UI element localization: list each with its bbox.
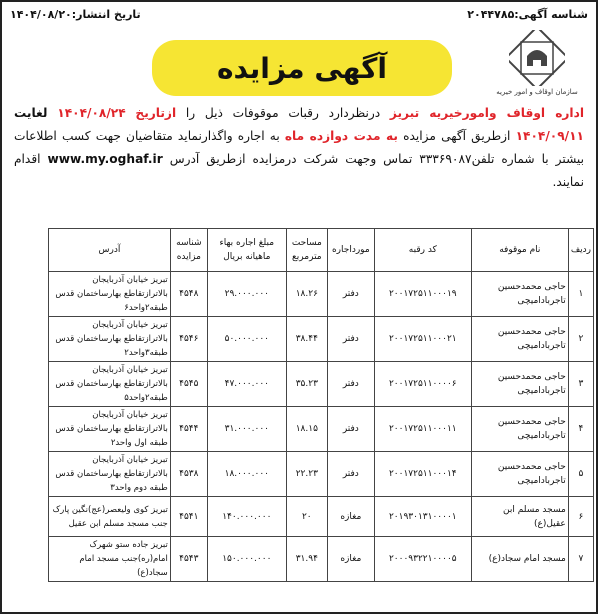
auction-id: ۴۵۴۱ <box>170 497 207 537</box>
row-number: ۶ <box>568 497 593 537</box>
title-banner <box>152 40 452 96</box>
area: ۲۰ <box>286 497 327 537</box>
row-number: ۳ <box>568 362 593 407</box>
auction-id: ۴۵۴۳ <box>170 537 207 582</box>
publish-date: تاریخ انتشار:۱۴۰۴/۰۸/۲۰ <box>10 8 141 21</box>
usage: مغازه <box>327 537 374 582</box>
area: ۱۸.۲۶ <box>286 272 327 317</box>
auction-id: ۴۵۴۸ <box>170 272 207 317</box>
endowment-name: حاجی محمدحسین تاجرباداميچی <box>471 362 568 407</box>
row-number: ۱ <box>568 272 593 317</box>
rent: ۵۰.۰۰۰.۰۰۰ <box>207 317 286 362</box>
usage: دفتر <box>327 452 374 497</box>
col-area: مساحت مترمربع <box>286 229 327 272</box>
table-row <box>49 362 594 407</box>
rent: ۲۹.۰۰۰.۰۰۰ <box>207 272 286 317</box>
col-name: نام موقوفه <box>471 229 568 272</box>
office-name: اداره اوقاف وامورخیریه تبریز <box>389 106 585 120</box>
property-code: ۲۰۰۰۹۳۲۲۱۰۰۰۰۵ <box>374 537 471 582</box>
col-address: آدرس <box>49 229 171 272</box>
table-row <box>49 272 594 317</box>
row-number: ۷ <box>568 537 593 582</box>
col-auction-id: شناسه مزایده <box>170 229 207 272</box>
intro-paragraph <box>14 102 584 194</box>
address: تبریز خیابان آذربایجان بالاترازتقاطع بهارساختمان قدس طبقه دوم واحد۳ <box>49 452 171 497</box>
usage: مغازه <box>327 497 374 537</box>
table-row <box>49 537 594 582</box>
col-usage: مورداجاره <box>327 229 374 272</box>
property-code: ۲۰۰۱۷۲۵۱۱۰۰۰۱۱ <box>374 407 471 452</box>
website-link[interactable]: www.my.oghaf.ir <box>47 152 163 166</box>
logo-caption: سازمان اوقاف و امور خیریه <box>496 88 578 96</box>
area: ۳۸.۴۴ <box>286 317 327 362</box>
intro-text-3: به اجاره واگذارنماید متقاضیان جهت کسب اطلاعات بیشتر با شماره تلفن۳۳۳۶۹۰۸۷ تماس وجهت شرکت درمزایده ازطریق آدرس <box>14 129 585 166</box>
rent: ۱۴۰.۰۰۰.۰۰۰ <box>207 497 286 537</box>
area: ۳۵.۲۳ <box>286 362 327 407</box>
from-label: ازتاریخ <box>135 106 177 120</box>
rent: ۳۱.۰۰۰.۰۰۰ <box>207 407 286 452</box>
until-date: ۱۴۰۴/۰۹/۱۱ <box>515 129 584 143</box>
intro-text-2: ازطریق آگهی مزایده <box>397 129 516 143</box>
rent: ۴۷.۰۰۰.۰۰۰ <box>207 362 286 407</box>
col-code: کد رقبه <box>374 229 471 272</box>
endowment-name: مسجد امام سجاد(ع) <box>471 537 568 582</box>
usage: دفتر <box>327 272 374 317</box>
table-row <box>49 452 594 497</box>
auction-id: ۴۵۳۸ <box>170 452 207 497</box>
table-header-row <box>49 229 594 272</box>
row-number: ۵ <box>568 452 593 497</box>
endowment-logo <box>496 30 578 100</box>
auction-table <box>48 228 594 582</box>
table-row <box>49 497 594 537</box>
rent: ۱۸.۰۰۰.۰۰۰ <box>207 452 286 497</box>
area: ۳۱.۹۴ <box>286 537 327 582</box>
address: تبریز خیابان آذربایجان بالاترازتقاطع بهارساختمان قدس طبقه۲واحد۶ <box>49 272 171 317</box>
intro-text-4: اقدام نمایند. <box>14 152 584 189</box>
property-code: ۲۰۰۱۷۲۵۱۱۰۰۰۲۱ <box>374 317 471 362</box>
property-code: ۲۰۰۱۷۲۵۱۱۰۰۰۱۹ <box>374 272 471 317</box>
auction-id: ۴۵۴۶ <box>170 317 207 362</box>
area: ۲۲.۲۳ <box>286 452 327 497</box>
until-label: لغایت <box>14 106 48 120</box>
endowment-name: حاجی محمدحسین تاجرباداميچی <box>471 272 568 317</box>
from-date: ۱۴۰۴/۰۸/۲۴ <box>57 106 126 120</box>
endowment-name: مسجد مسلم ابن عقیل(ع) <box>471 497 568 537</box>
address: تبریز کوی ولیعصر(عج)نگین پارک جنب مسجد مسلم ابن عقیل <box>49 497 171 537</box>
auction-id: ۴۵۴۵ <box>170 362 207 407</box>
rent: ۱۵۰.۰۰۰.۰۰۰ <box>207 537 286 582</box>
lease-duration: به مدت دوازده ماه <box>284 129 398 143</box>
usage: دفتر <box>327 317 374 362</box>
address: تبریز خیابان آذربایجان بالاترازتقاطع بهارساختمان قدس طبقه اول واحد۲ <box>49 407 171 452</box>
endowment-name: حاجی محمدحسین تاجرباداميچی <box>471 407 568 452</box>
area: ۱۸.۱۵ <box>286 407 327 452</box>
address: تبریز جاده ستو شهرک امام(ره)جنب مسجد امام سجاد(ع) <box>49 537 171 582</box>
page-title: آگهی مزایده <box>217 51 388 85</box>
property-code: ۲۰۰۱۷۲۵۱۱۰۰۰۰۶ <box>374 362 471 407</box>
ad-number: شناسه آگهی:۲۰۴۴۷۸۵ <box>467 8 588 21</box>
table-row <box>49 407 594 452</box>
address: تبریز خیابان آذربایجان بالاترازتقاطع بهارساختمان قدس طبقه۳واحد۲ <box>49 317 171 362</box>
usage: دفتر <box>327 407 374 452</box>
row-number: ۲ <box>568 317 593 362</box>
intro-text-1: درنظردارد رقبات موقوفات ذیل را <box>176 106 390 120</box>
address: تبریز خیابان آذربایجان بالاترازتقاطع بهارساختمان قدس طبقه۲واحد۵ <box>49 362 171 407</box>
property-code: ۲۰۰۱۷۲۵۱۱۰۰۰۱۴ <box>374 452 471 497</box>
col-rent: مبلغ اجاره بهاء ماهیانه بریال <box>207 229 286 272</box>
row-number: ۴ <box>568 407 593 452</box>
endowment-name: حاجی محمدحسین تاجرباداميچی <box>471 452 568 497</box>
top-info-bar <box>10 8 588 24</box>
endowment-name: حاجی محمدحسین تاجرباداميچی <box>471 317 568 362</box>
auction-id: ۴۵۴۴ <box>170 407 207 452</box>
property-code: ۲۰۱۹۳۰۱۳۱۰۰۰۰۱ <box>374 497 471 537</box>
usage: دفتر <box>327 362 374 407</box>
endowment-emblem-icon <box>509 30 565 86</box>
col-row: ردیف <box>568 229 593 272</box>
table-row <box>49 317 594 362</box>
